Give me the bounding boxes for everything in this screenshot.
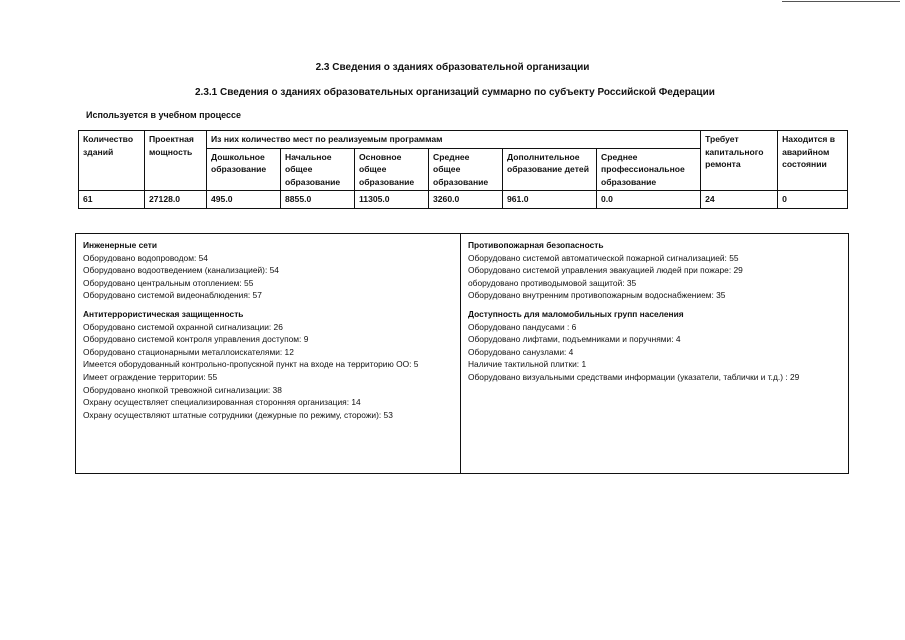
cell-vocational: 0.0 <box>597 191 701 209</box>
header-emergency: Находится в аварийном состоянии <box>778 131 848 191</box>
list-item: Оборудовано системой видеонаблюдения: 57 <box>83 290 262 301</box>
list-item: Оборудовано системой управления эвакуацией людей при пожаре: 29 <box>468 265 743 276</box>
cell-count-buildings: 61 <box>79 191 145 209</box>
list-item: Оборудовано санузлами: 4 <box>468 346 574 357</box>
page-title: 2.3 Сведения о зданиях образовательной организации <box>315 62 590 73</box>
list-item: Оборудовано стационарными металлоискателями: 12 <box>83 346 294 357</box>
cell-additional: 961.0 <box>503 191 597 209</box>
table-row <box>79 191 848 209</box>
buildings-table <box>78 130 848 209</box>
accessibility-title: Доступность для маломобильных групп населения <box>468 308 684 319</box>
list-item: Охрану осуществляет специализированная сторонняя организация: 14 <box>83 397 361 408</box>
left-panel <box>83 239 455 421</box>
list-item: Оборудовано системой охранной сигнализации: 26 <box>83 321 283 332</box>
list-item: Оборудовано лифтами, подъемниками и поручнями: 4 <box>468 334 681 345</box>
header-primary: Начальное общее образование <box>281 148 355 191</box>
list-item: Оборудовано системой контроля управления доступом: 9 <box>83 334 309 345</box>
right-panel <box>468 239 843 384</box>
cell-secondary: 3260.0 <box>429 191 503 209</box>
cell-emergency: 0 <box>778 191 848 209</box>
header-programs-group: Из них количество мест по реализуемым программам <box>207 131 701 149</box>
panel-divider <box>460 234 461 473</box>
info-panels <box>75 233 849 474</box>
top-edge-line <box>782 1 900 2</box>
list-item: Наличие тактильной плитки: 1 <box>468 359 587 370</box>
header-additional: Дополнительное образование детей <box>503 148 597 191</box>
cell-primary: 8855.0 <box>281 191 355 209</box>
list-item: Оборудовано пандусами : 6 <box>468 321 577 332</box>
list-item: оборудовано противодымовой защитой: 35 <box>468 277 637 288</box>
cell-preschool: 495.0 <box>207 191 281 209</box>
header-repair: Требует капитального ремонта <box>701 131 778 191</box>
list-item: Оборудовано кнопкой тревожной сигнализации: 38 <box>83 384 282 395</box>
section-label: Используется в учебном процессе <box>86 110 242 120</box>
list-item: Имеется оборудованный контрольно-пропускной пункт на входе на территорию ОО: 5 <box>83 359 419 370</box>
list-item: Оборудовано внутренним противопожарным водоснабжением: 35 <box>468 290 726 301</box>
list-item: Оборудовано центральным отоплением: 55 <box>83 277 254 288</box>
cell-basic: 11305.0 <box>355 191 429 209</box>
antiterror-title: Антитеррористическая защищенность <box>83 308 244 319</box>
page-subtitle: 2.3.1 Сведения о зданиях образовательных организаций суммарно по субъекту Российской Федерации <box>195 87 715 98</box>
list-item: Охрану осуществляют штатные сотрудники (дежурные по режиму, сторожи): 53 <box>83 409 393 420</box>
list-item: Оборудовано водопроводом: 54 <box>83 252 208 263</box>
header-design-capacity: Проектная мощность <box>145 131 207 191</box>
header-vocational: Среднее профессиональное образование <box>597 148 701 191</box>
header-count-buildings: Количество зданий <box>79 131 145 191</box>
header-preschool: Дошкольное образование <box>207 148 281 191</box>
cell-repair: 24 <box>701 191 778 209</box>
cell-design-capacity: 27128.0 <box>145 191 207 209</box>
list-item: Оборудовано системой автоматической пожарной сигнализацией: 55 <box>468 252 739 263</box>
fire-safety-title: Противопожарная безопасность <box>468 240 604 250</box>
list-item: Имеет ограждение территории: 55 <box>83 371 218 382</box>
header-basic: Основное общее образование <box>355 148 429 191</box>
list-item: Оборудовано визуальными средствами информации (указатели, таблички и т.д.) : 29 <box>468 371 800 382</box>
header-secondary: Среднее общее образование <box>429 148 503 191</box>
engineering-title: Инженерные сети <box>83 240 158 250</box>
list-item: Оборудовано водоотведением (канализацией): 54 <box>83 265 279 276</box>
